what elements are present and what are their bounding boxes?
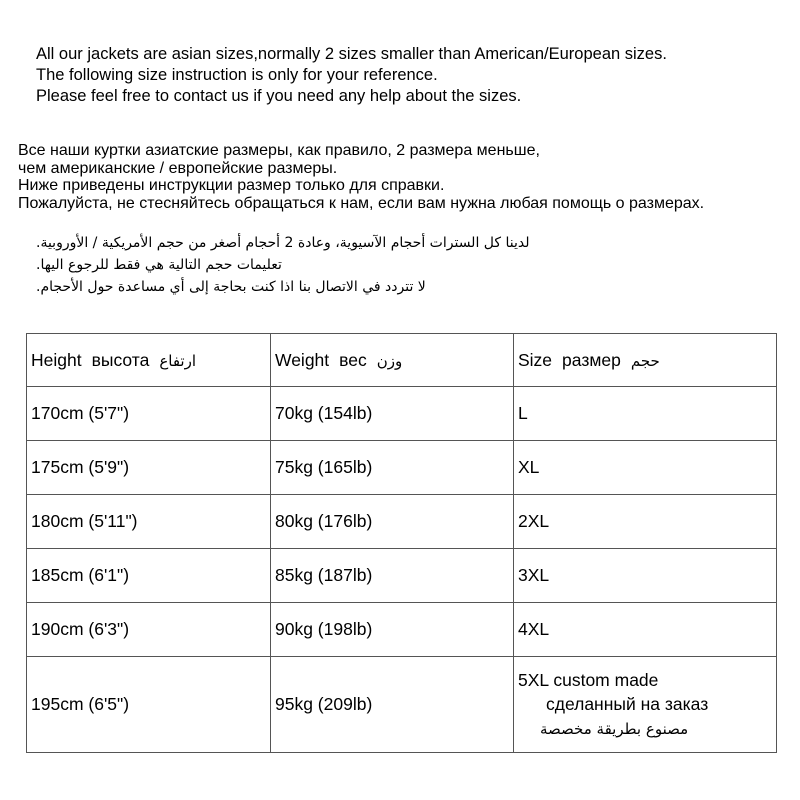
header-height-en: Height <box>31 349 82 370</box>
weight-cell: 80kg (176lb) <box>271 495 514 549</box>
weight-cell: 90kg (198lb) <box>271 603 514 657</box>
table-row <box>27 657 777 753</box>
arabic-note-line: لدينا كل السترات أحجام الآسيوية، وعادة 2 أحجام أصغر من حجم الأمريكية / الأوروبية. <box>36 235 530 251</box>
size-cell: L <box>514 387 777 441</box>
arabic-size-notes <box>36 232 648 298</box>
header-size-en: Size <box>518 349 553 370</box>
header-weight <box>271 334 514 387</box>
size-chart-table <box>26 333 777 753</box>
weight-cell: 85kg (187lb) <box>271 549 514 603</box>
english-size-notes <box>36 44 667 107</box>
english-note-line: All our jackets are asian sizes,normally 2 sizes smaller than American/European sizes. <box>36 45 667 63</box>
table-row <box>27 603 777 657</box>
header-height-ar: ارتفاع <box>159 351 197 370</box>
custom-size-en: 5XL custom made <box>518 670 659 690</box>
arabic-note-line: لا تتردد في الاتصال بنا اذا كنت بحاجة إلى أي مساعدة حول الأحجام. <box>36 279 426 295</box>
height-cell: 195cm (6'5") <box>27 657 271 753</box>
size-cell: XL <box>514 441 777 495</box>
size-cell: 3XL <box>514 549 777 603</box>
header-weight-ar: وزن <box>376 351 403 370</box>
weight-cell: 70kg (154lb) <box>271 387 514 441</box>
russian-size-notes <box>18 142 704 212</box>
russian-note-line: Ниже приведены инструкции размер только для справки. <box>18 177 445 194</box>
header-weight-ru: вес <box>339 349 367 370</box>
russian-note-line: Все наши куртки азиатские размеры, как правило, 2 размера меньше, <box>18 142 540 159</box>
english-note-line: Please feel free to contact us if you need any help about the sizes. <box>36 87 522 105</box>
size-cell-custom <box>514 657 777 753</box>
weight-cell: 95kg (209lb) <box>271 657 514 753</box>
height-cell: 180cm (5'11") <box>27 495 271 549</box>
header-weight-en: Weight <box>275 349 330 370</box>
size-cell: 4XL <box>514 603 777 657</box>
header-size-ru: размер <box>562 349 621 370</box>
custom-size-ru: сделанный на заказ <box>546 694 709 714</box>
table-row <box>27 549 777 603</box>
height-cell: 185cm (6'1") <box>27 549 271 603</box>
table-row <box>27 441 777 495</box>
custom-size-ar: مصنوع بطريقة مخصصة <box>540 720 689 738</box>
header-height-ru: высота <box>91 349 150 370</box>
header-size-ar: حجم <box>630 351 660 370</box>
weight-cell: 75kg (165lb) <box>271 441 514 495</box>
russian-note-line: Пожалуйста, не стесняйтесь обращаться к нам, если вам нужна любая помощь о размерах. <box>18 194 705 212</box>
height-cell: 190cm (6'3") <box>27 603 271 657</box>
table-row <box>27 387 777 441</box>
height-cell: 175cm (5'9") <box>27 441 271 495</box>
size-cell: 2XL <box>514 495 777 549</box>
table-row <box>27 495 777 549</box>
height-cell: 170cm (5'7") <box>27 387 271 441</box>
header-height <box>27 334 271 387</box>
english-note-line: The following size instruction is only for your reference. <box>36 66 438 84</box>
arabic-note-line: تعليمات حجم التالية هي فقط للرجوع اليها. <box>36 257 282 273</box>
header-size <box>514 334 777 387</box>
russian-note-line: чем американские / европейские размеры. <box>18 159 338 177</box>
table-header-row <box>27 334 777 387</box>
